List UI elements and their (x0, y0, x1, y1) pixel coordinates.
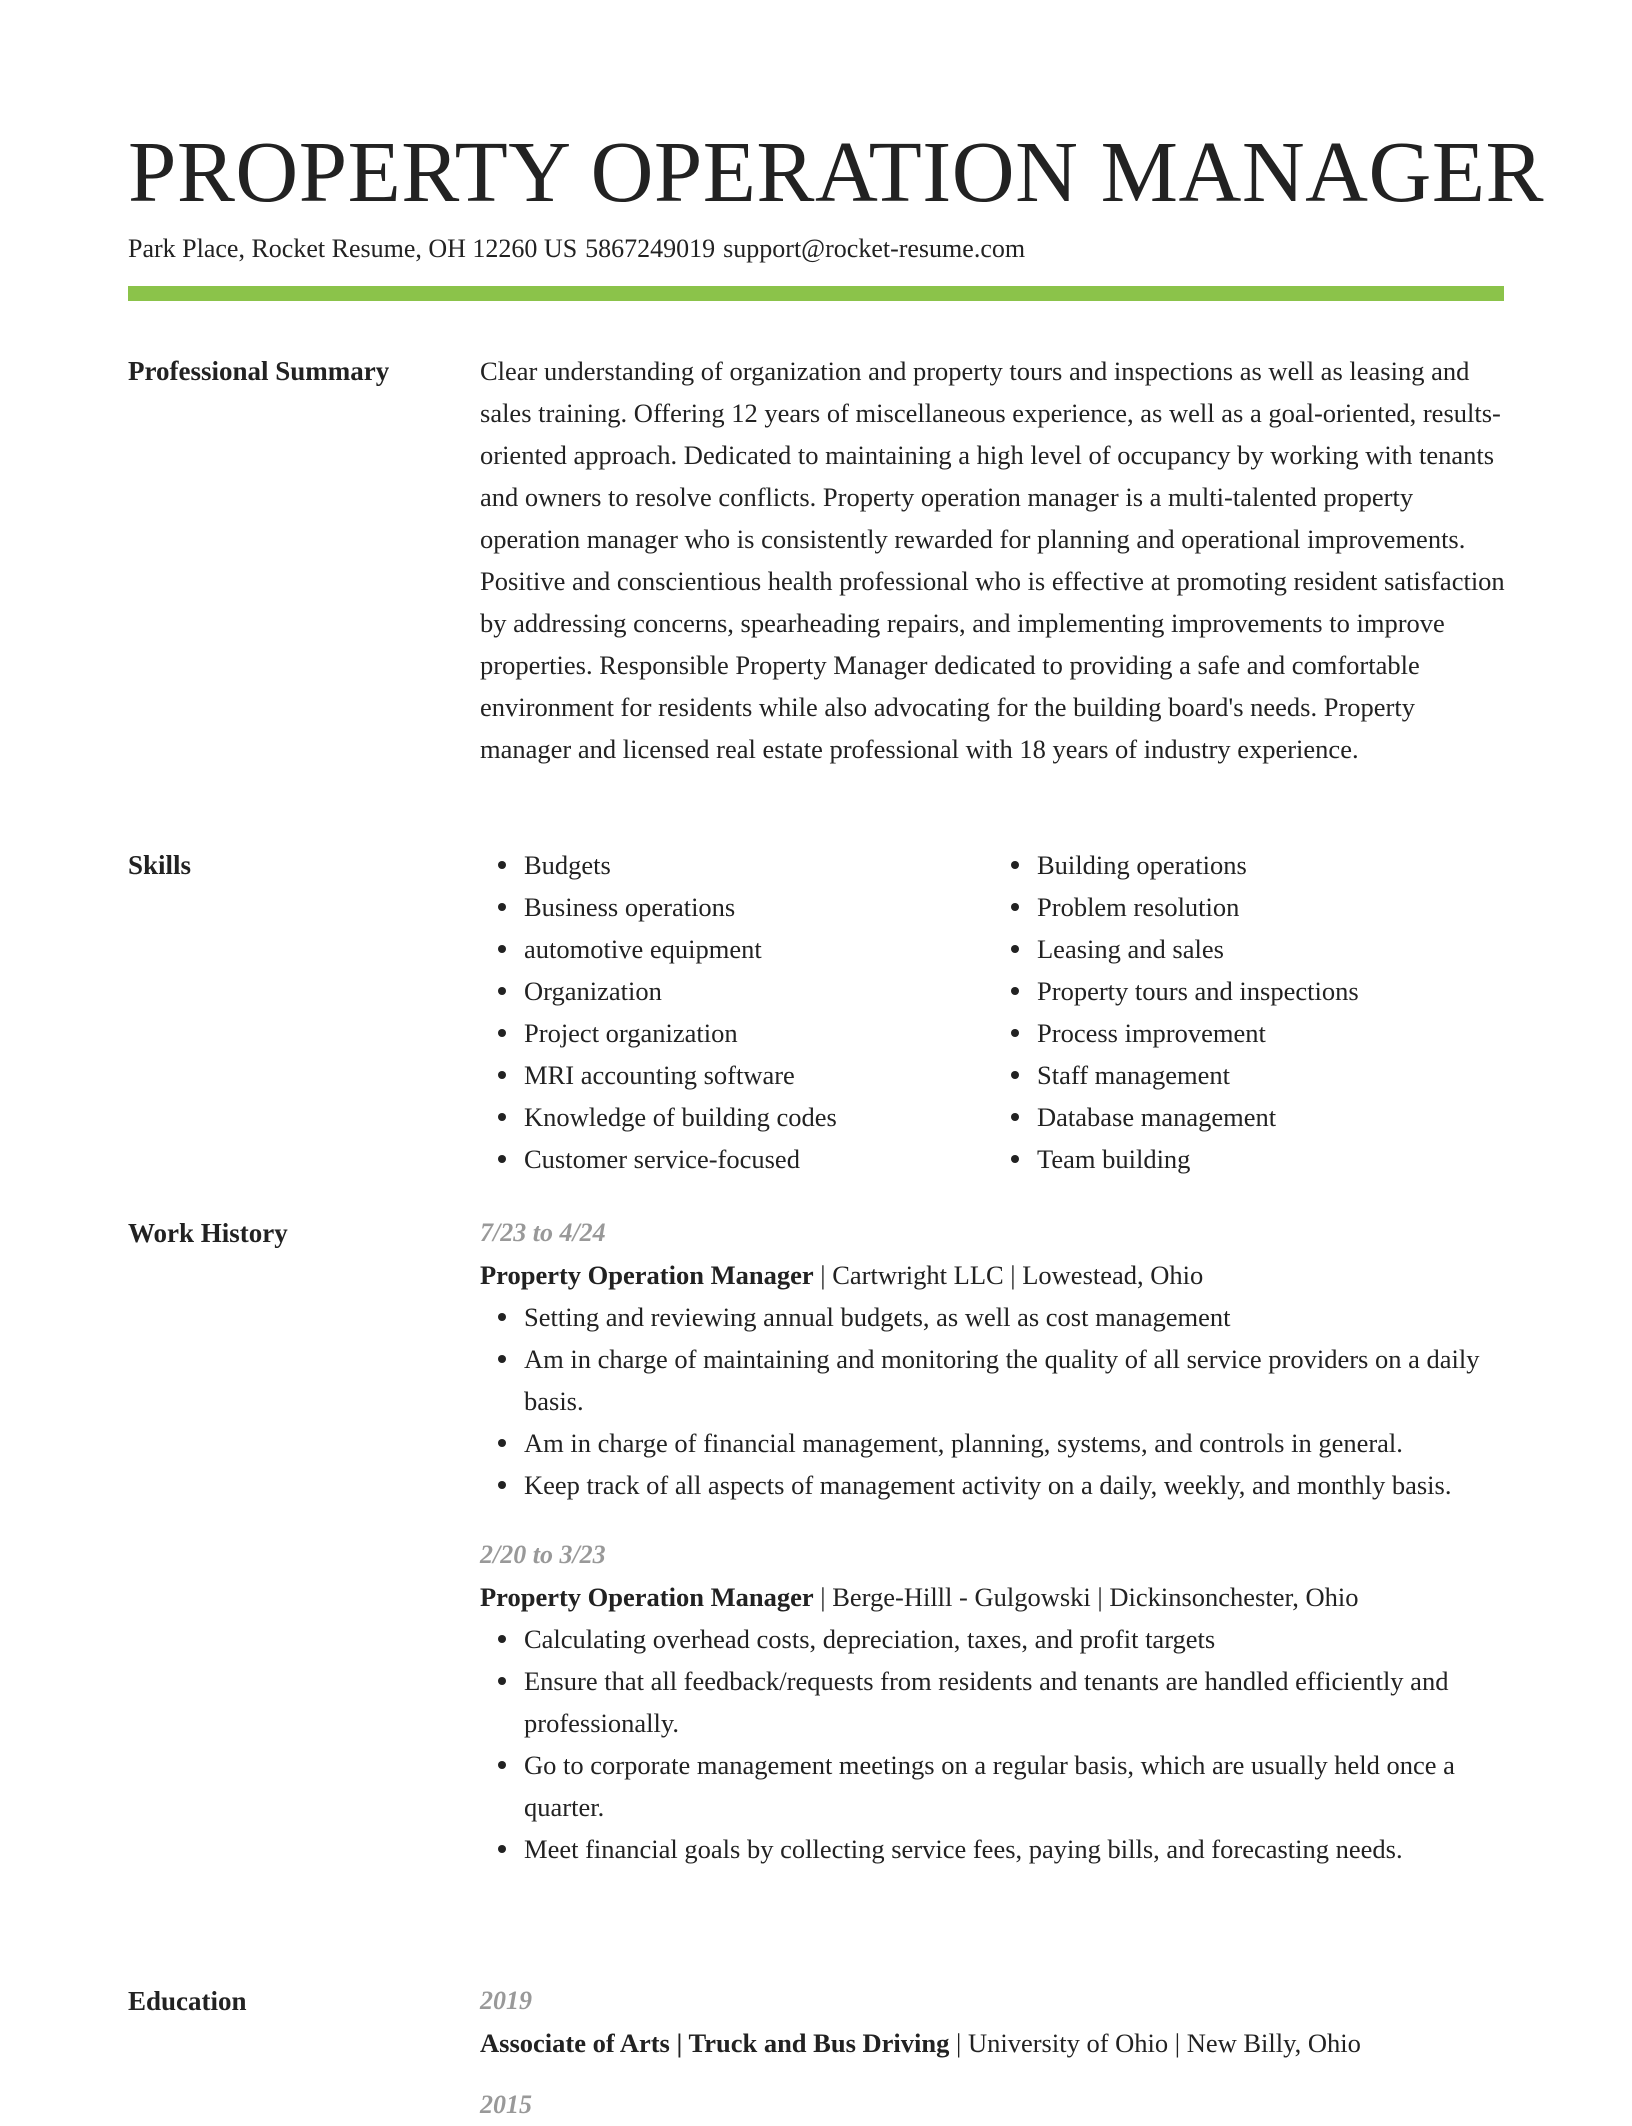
contact-line (128, 232, 1025, 266)
skill-item: Knowledge of building codes (524, 1096, 993, 1138)
skill-item: automotive equipment (524, 928, 993, 970)
job-bullet: Am in charge of financial management, planning, systems, and controls in general. (524, 1422, 1506, 1464)
education-year: 2019 (480, 1986, 532, 2015)
contact-phone: 5867249019 (585, 234, 716, 263)
summary-text: Clear understanding of organization and property tours and inspections as well as leasing and sales training. Offering 12 years of miscellaneous experience, as well as a goal-oriented, results-oriented approach. Dedicated to maintaining a high level of occupancy by working with tenants and owners to resolve conflicts. Property operation manager is a multi-talented property operation manager who is consistently rewarded for planning and operational improvements. Positive and conscientious health professional who is effective at promoting resident satisfaction by addressing concerns, spearheading repairs, and implementing improvements to improve properties. Responsible Property Manager dedicated to providing a safe and comfortable environment for residents while also advocating for the building board's needs. Property manager and licensed real estate professional with 18 years of industry experience. (480, 356, 1505, 764)
summary-heading: Professional Summary (128, 356, 390, 386)
job-bullet: Calculating overhead costs, depreciation, taxes, and profit targets (524, 1618, 1506, 1660)
resume-title: PROPERTY OPERATION MANAGER (128, 123, 1545, 220)
job-details: | Berge-Hilll - Gulgowski | Dickinsonchester, Ohio (813, 1582, 1359, 1612)
job-bullet: Am in charge of maintaining and monitoring the quality of all service providers on a daily basis. (524, 1338, 1506, 1422)
job-entry (480, 1212, 1506, 1506)
job-bullet: Meet financial goals by collecting service fees, paying bills, and forecasting needs. (524, 1828, 1506, 1870)
education-entry (480, 2084, 1506, 2126)
job-bullet: Ensure that all feedback/requests from residents and tenants are handled efficiently and professionally. (524, 1660, 1506, 1744)
job-title: Property Operation Manager (480, 1582, 814, 1612)
skill-item: Problem resolution (1037, 886, 1506, 928)
skills-list-right (993, 844, 1506, 1180)
job-title: Property Operation Manager (480, 1260, 814, 1290)
job-bullet: Go to corporate management meetings on a regular basis, which are usually held once a quarter. (524, 1744, 1506, 1828)
education-year: 2015 (480, 2090, 532, 2119)
job-dates: 2/20 to 3/23 (480, 1540, 606, 1569)
job-bullets (480, 1618, 1506, 1870)
education-heading: Education (128, 1986, 247, 2016)
skills-heading: Skills (128, 850, 192, 880)
job-details: | Cartwright LLC | Lowestead, Ohio (813, 1260, 1204, 1290)
skill-item: Staff management (1037, 1054, 1506, 1096)
job-bullet: Setting and reviewing annual budgets, as well as cost management (524, 1296, 1506, 1338)
skill-item: Customer service-focused (524, 1138, 993, 1180)
skill-item: Organization (524, 970, 993, 1012)
skill-item: Business operations (524, 886, 993, 928)
skill-item: Team building (1037, 1138, 1506, 1180)
skill-item: Budgets (524, 844, 993, 886)
contact-address: Park Place, Rocket Resume, OH 12260 US (128, 234, 578, 263)
skill-item: Building operations (1037, 844, 1506, 886)
job-bullet: Keep track of all aspects of management activity on a daily, weekly, and monthly basis. (524, 1464, 1506, 1506)
work-history-heading: Work History (128, 1218, 288, 1248)
education-entry (480, 1980, 1506, 2064)
contact-email: support@rocket-resume.com (723, 234, 1026, 263)
skill-item: Property tours and inspections (1037, 970, 1506, 1012)
job-bullets (480, 1296, 1506, 1506)
skill-item: Database management (1037, 1096, 1506, 1138)
job-heading (480, 1576, 1506, 1618)
job-entry (480, 1534, 1506, 1870)
education-degree: Associate of Arts | Truck and Bus Driving (480, 2028, 950, 2058)
skill-item: Project organization (524, 1012, 993, 1054)
education-details: | University of Ohio | New Billy, Ohio (949, 2028, 1361, 2058)
skill-item: Process improvement (1037, 1012, 1506, 1054)
job-dates: 7/23 to 4/24 (480, 1218, 606, 1247)
job-heading (480, 1254, 1506, 1296)
education-heading-line (480, 2022, 1506, 2064)
skill-item: MRI accounting software (524, 1054, 993, 1096)
header-divider (128, 286, 1504, 301)
skills-list-left (480, 844, 993, 1180)
skill-item: Leasing and sales (1037, 928, 1506, 970)
